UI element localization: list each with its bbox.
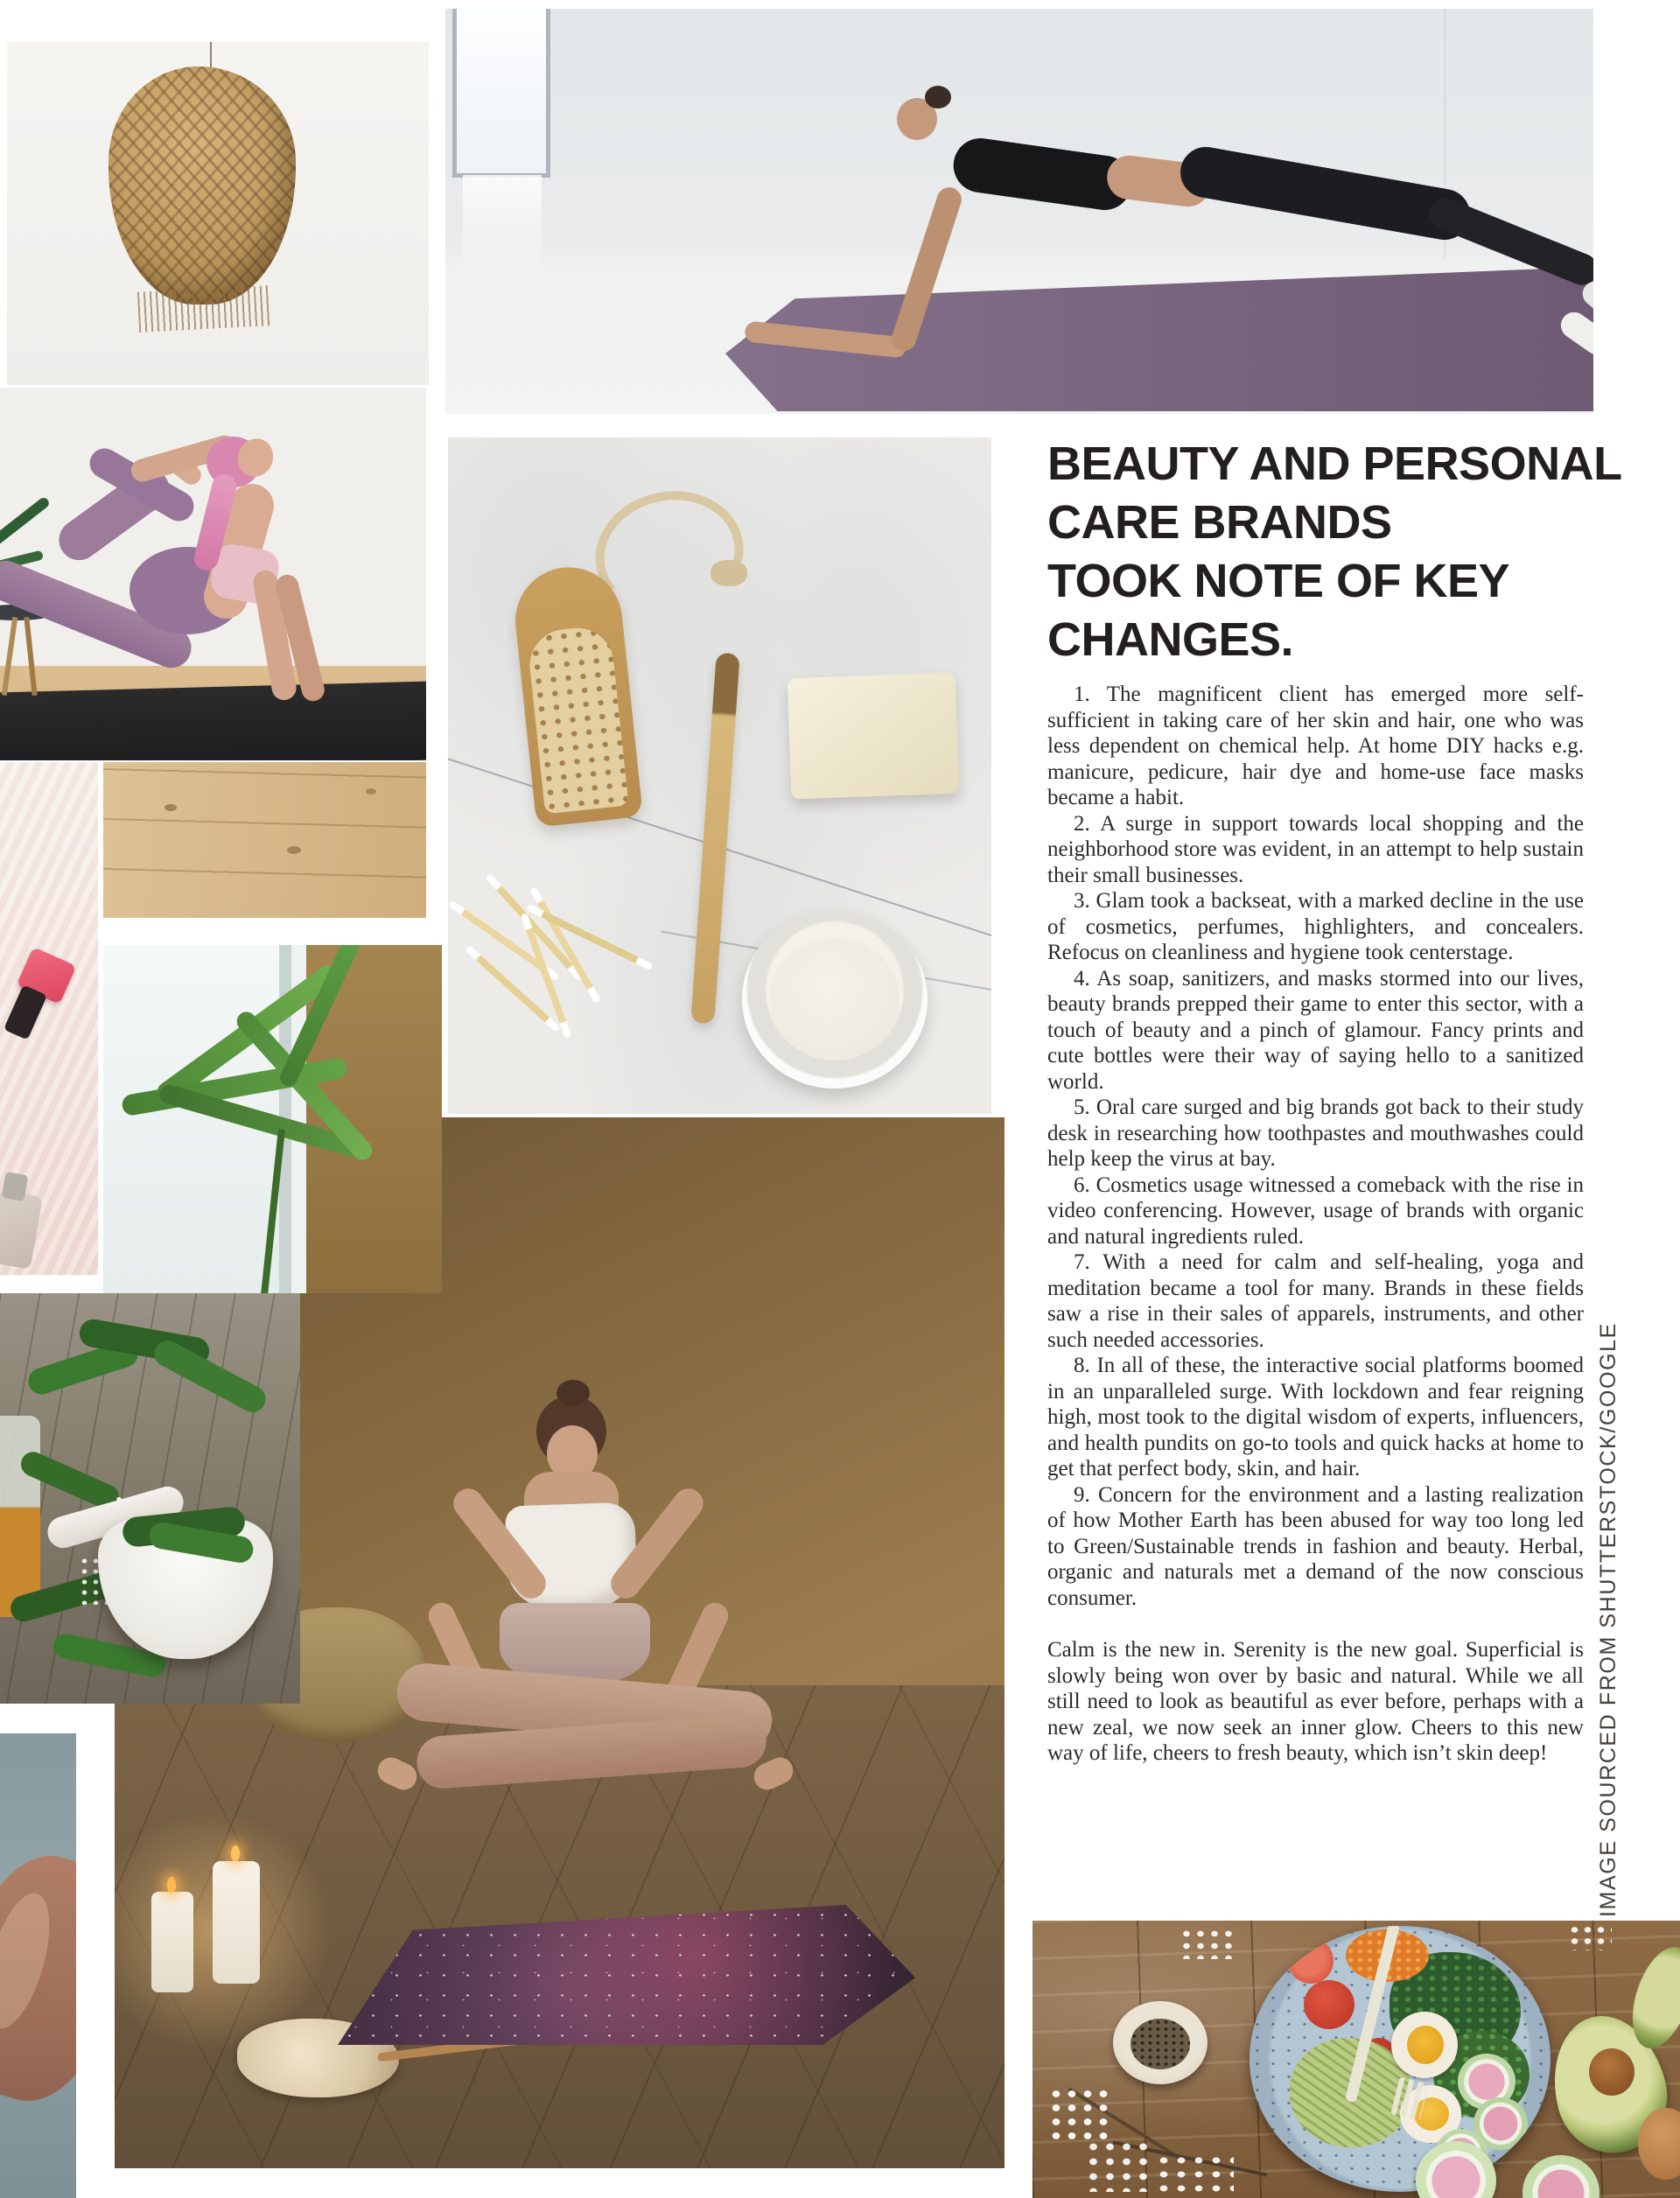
herbs-mortar-photo [0, 1293, 300, 1704]
window-light [463, 175, 542, 280]
blossom-cluster [1180, 1928, 1232, 1959]
blossom-cluster [1085, 2139, 1155, 2192]
candle [213, 1861, 260, 1984]
article-item-3: 3. Glam took a backseat, with a marked decline in the use of cosmetics, perfumes, highlighters, and concealers. Refocus on cleanliness and hygiene took centerstage. [1047, 889, 1584, 964]
rope-knot [710, 560, 747, 586]
lamp-cord [210, 42, 212, 70]
candle [151, 1892, 193, 1992]
lamp-fringe [137, 285, 272, 332]
wood-knot [366, 788, 376, 794]
image-credit [1594, 1322, 1624, 1917]
wood-knot [164, 804, 177, 811]
image-credit-text: IMAGE SOURCED FROM SHUTTERSTOCK/GOOGLE [1596, 1322, 1620, 1917]
headline-line: CARE BRANDS [1047, 496, 1392, 549]
avocado-pit [1589, 2048, 1634, 2096]
oil-bottle [0, 1416, 40, 1617]
black-yoga-mat [0, 681, 426, 760]
article-item-6: 6. Cosmetics usage witnessed a comeback with the rise in video conferencing. However, usage of brands with organic and natural ingredients ruled. [1047, 1172, 1584, 1249]
palm-window-photo [103, 945, 442, 1293]
egg-yolk [1407, 2026, 1444, 2064]
soap-bar [788, 673, 960, 800]
powder [770, 938, 900, 1060]
article-item-2: 2. A surge in support towards local shopping and the neighborhood store was evident, in an attempt to help sustain their small businesses. [1047, 811, 1584, 887]
leg-skin-photo [0, 1733, 76, 2198]
blossom-cluster [1155, 2153, 1234, 2197]
wood-knot [287, 846, 301, 854]
blossom-cluster [1568, 1924, 1612, 1950]
plant-leaf [0, 496, 51, 553]
article-item-7: 7. With a need for calm and self-healing, yoga and meditation became a tool for many. Brands in these fields saw a rise in their sales of apparels, instruments, and other such needed accessories. [1047, 1250, 1584, 1352]
article-item-4: 4. As soap, sanitizers, and masks stormed into our lives, beauty brands prepped their game to enter this sector, with a touch of beauty and a pinch of glamour. Fancy prints and cute bottles were their way of saying hello to a sanitized world. [1047, 966, 1584, 1094]
nude-polish-cap [2, 1172, 29, 1201]
headline [1047, 435, 1622, 669]
marble-flatlay-photo [448, 438, 991, 1114]
pink-yoga-photo [0, 388, 426, 760]
food-photo [1032, 1921, 1680, 2198]
headline-line: TOOK NOTE OF KEY [1047, 555, 1510, 607]
candle-flame [167, 1877, 176, 1893]
rattan-weave-texture [108, 66, 296, 304]
article-item-8: 8. In all of these, the interactive social platforms boomed in an unparalleled surge. With lockdown and fear reigning high, most took to the digital wisdom of experts, influencers, and health pundits on go-to tools and quick hacks at home to get that perfect body, skin, and hair. [1047, 1354, 1584, 1480]
article-closing-paragraph: Calm is the new in. Serenity is the new goal. Superficial is slowly being won over by basic and natural. While we all still need to look as beautiful as ever before, perhaps with a new zeal, we now seek an inner glow. Cheers to this new way of life, cheers to fresh beauty, which isn’t skin deep! [1047, 1638, 1584, 1765]
black-leggings [1177, 143, 1474, 243]
article-item-9: 9. Concern for the environment and a lasting realization of how Mother Earth has been abused for way too long led to Green/Sustainable trends in fashion and beauty. Herbal, organic and naturals met a demand of the now conscious consumer. [1047, 1482, 1584, 1610]
hair-bun [925, 86, 951, 108]
seeds [1130, 2019, 1190, 2069]
salad-plate [1250, 1926, 1550, 2192]
tomato [1304, 1980, 1354, 2029]
plank-photo [445, 9, 1593, 414]
candle-flame [231, 1845, 240, 1861]
article-item-5: 5. Oral care surged and big brands got back to their study desk in researching how toothpastes and mouthwashes could help keep the virus at bay. [1047, 1096, 1584, 1171]
rattan-lamp-photo [7, 42, 429, 385]
headline-line: BEAUTY AND PERSONAL [1047, 438, 1622, 490]
hair-bun [556, 1380, 590, 1406]
nail-polish-photo [0, 762, 98, 1275]
article-item-1: 1. The magnificent client has emerged more self-sufficient in taking care of her skin and hair, one who was less dependent on chemical help. At home DIY hacks e.g. manicure, pedicure, hair dye and home-use face masks became a habit. [1047, 682, 1584, 809]
blossom-cluster [1048, 2087, 1110, 2139]
window [452, 9, 550, 178]
wood-floor-photo [103, 762, 426, 918]
tomato-half [1288, 1938, 1334, 1984]
plank-joints [103, 762, 426, 918]
article-body [1047, 682, 1584, 1767]
headline-line: CHANGES. [1047, 613, 1294, 666]
